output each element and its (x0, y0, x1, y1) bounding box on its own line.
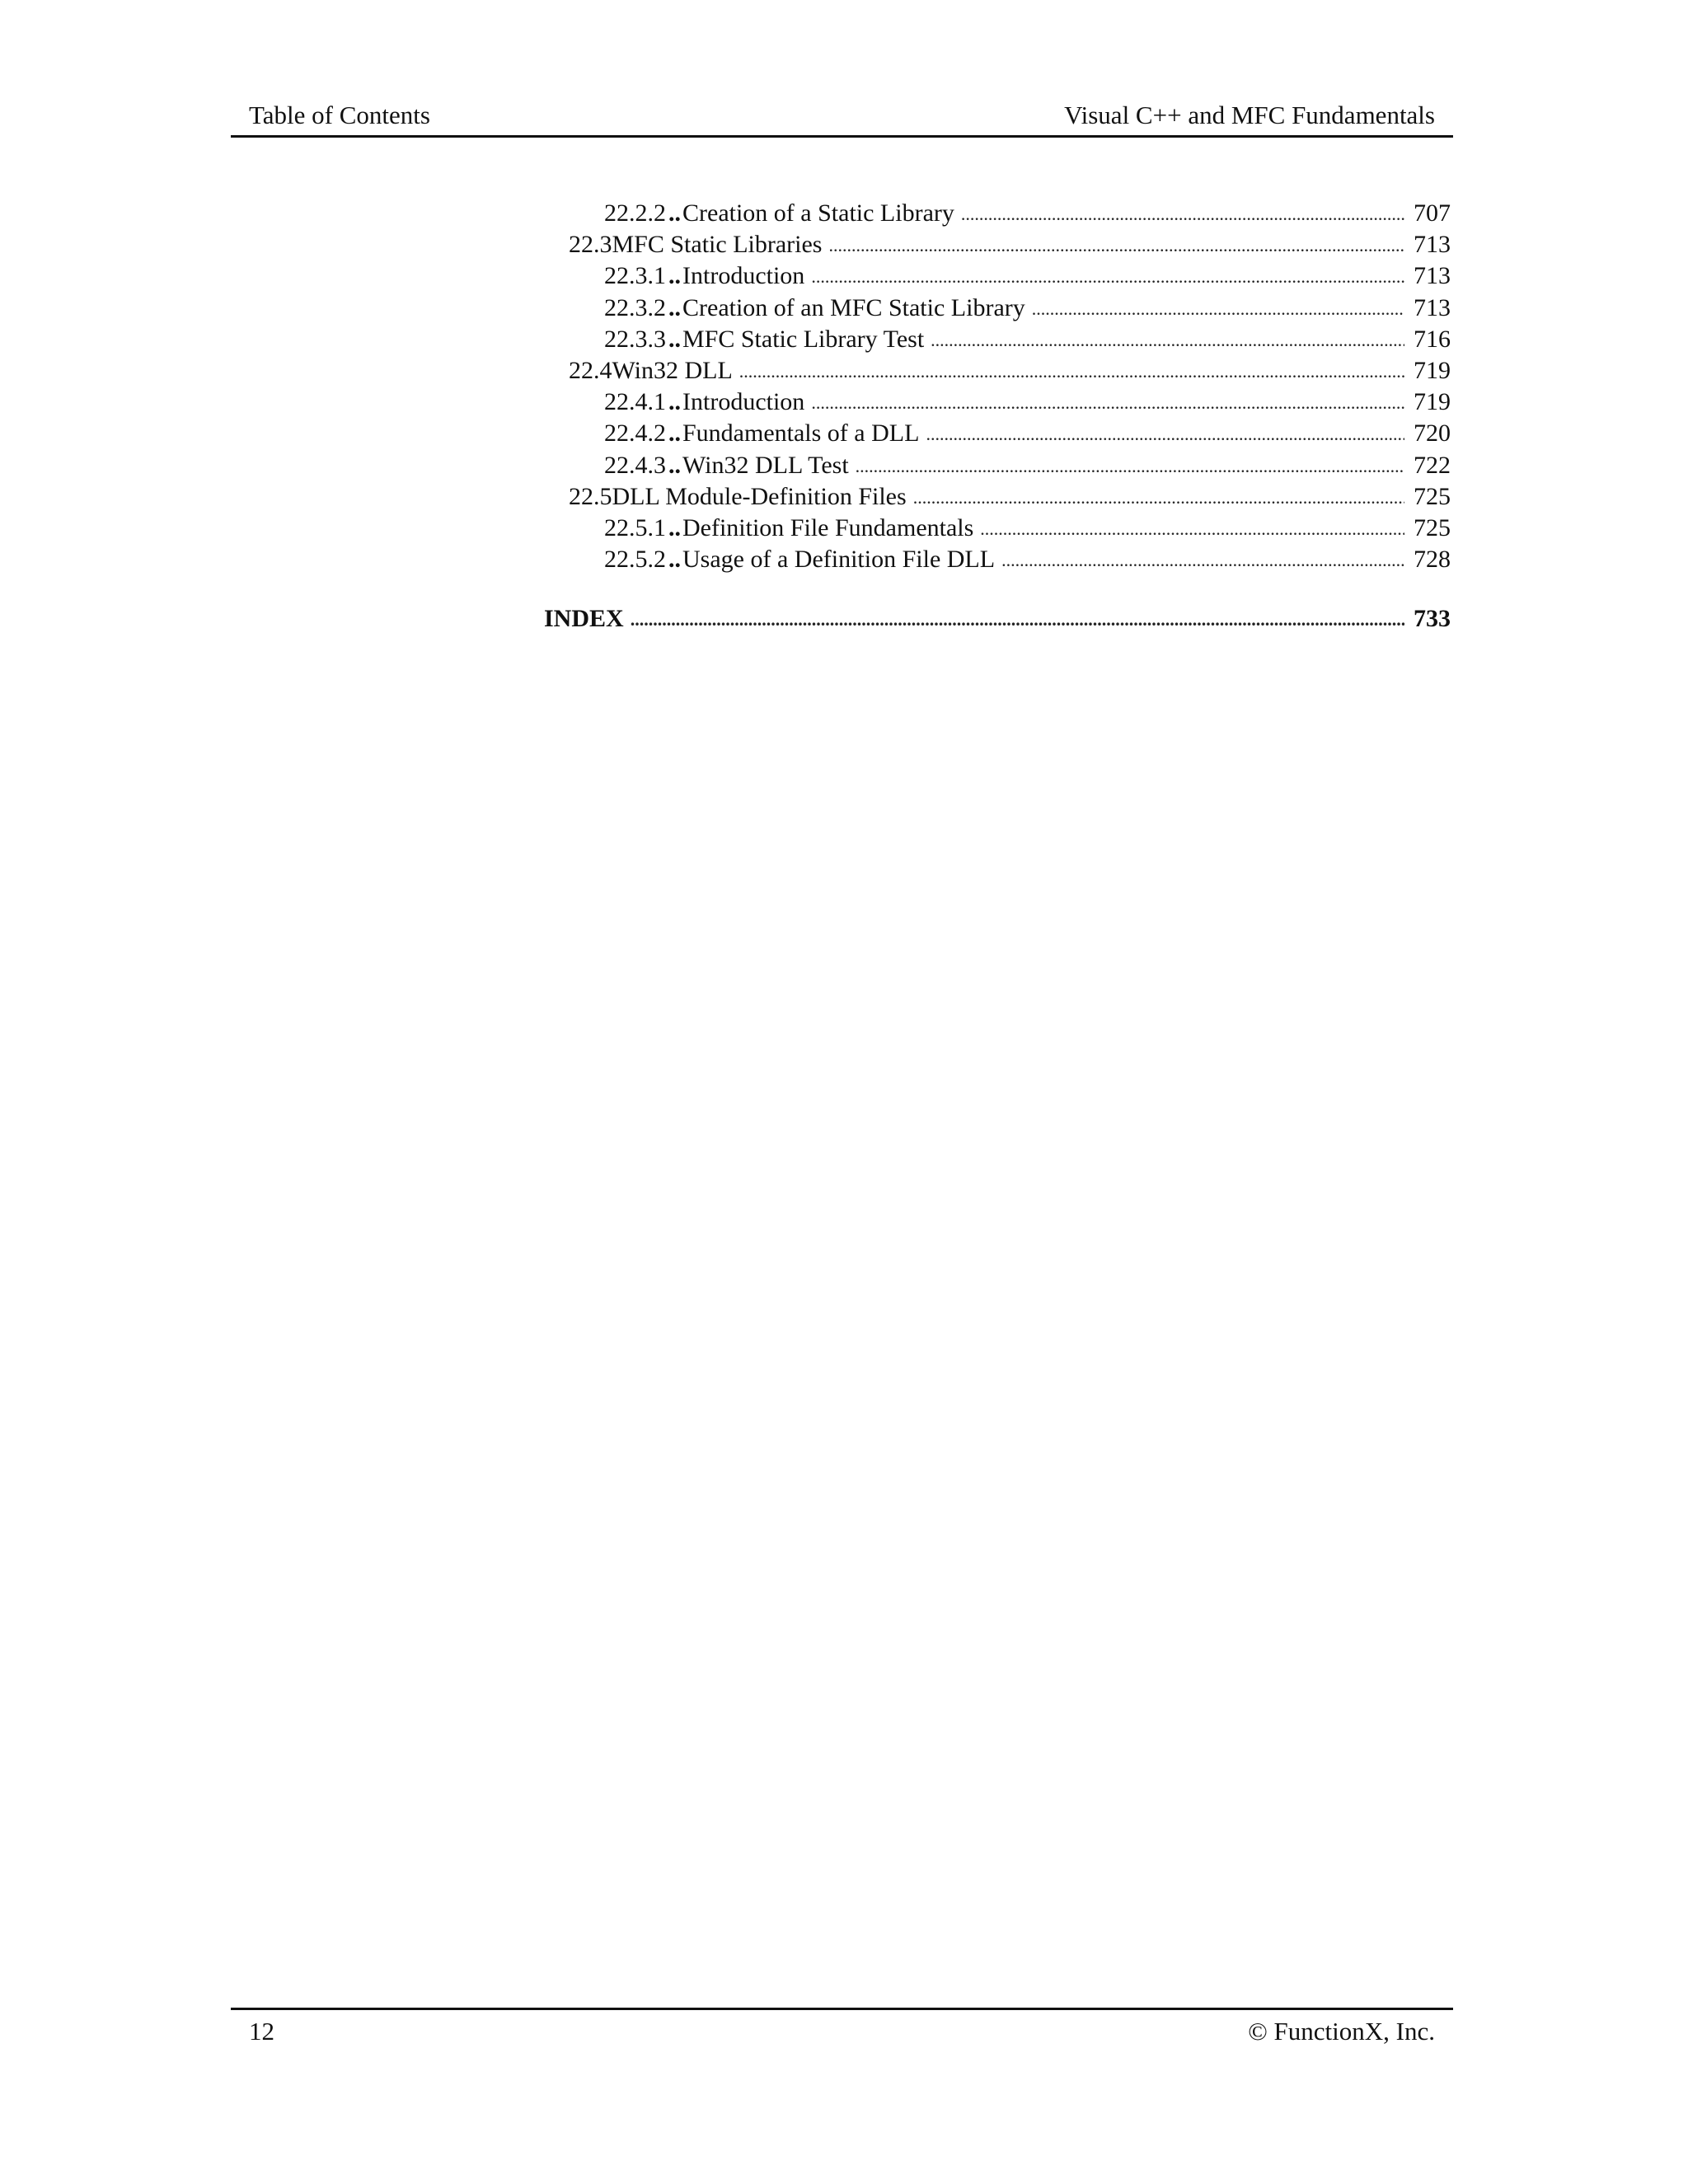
toc-entry-number: 22.4.3 (604, 451, 666, 479)
toc-index-title: INDEX (544, 605, 624, 633)
footer-page-number: 12 (249, 2017, 274, 2046)
toc-entry-number: 22.3.1 (604, 262, 666, 290)
toc-entry[interactable] (544, 544, 1451, 575)
toc-separator: .. (668, 451, 681, 479)
toc-separator: .. (668, 325, 681, 353)
toc-entry-title: Introduction (682, 262, 805, 290)
toc-index-entry[interactable] (544, 603, 1451, 635)
toc-dot-leader (926, 417, 1404, 450)
toc-separator: .. (668, 419, 681, 448)
toc-entry-title: Win32 DLL (612, 356, 733, 384)
toc-entry-number: 22.4.2 (604, 419, 666, 448)
toc-entry-page: 713 (1414, 231, 1451, 259)
toc-entry-page: 719 (1414, 388, 1451, 416)
toc-entry[interactable] (544, 293, 1451, 324)
toc-entry-title: Fundamentals of a DLL (682, 419, 920, 448)
toc-entry-number: 22.4 (569, 356, 612, 384)
toc-dot-leader (739, 354, 1404, 387)
toc-dot-leader (856, 449, 1404, 482)
toc-entry-page: 722 (1414, 451, 1451, 479)
toc-entry[interactable] (544, 229, 1451, 260)
toc-entry-page: 725 (1414, 482, 1451, 510)
toc-entry[interactable] (544, 418, 1451, 449)
toc-entry-page: 707 (1414, 199, 1451, 227)
toc-separator: .. (668, 388, 681, 416)
toc-entry-number: 22.3 (569, 231, 612, 259)
toc-entry[interactable] (544, 355, 1451, 387)
toc-entry-page: 713 (1414, 262, 1451, 290)
toc-dot-leader (913, 480, 1404, 513)
toc-entry-page: 728 (1414, 546, 1451, 574)
toc-entry-number: 22.5.2 (604, 546, 666, 574)
toc-entry-title: Win32 DLL Test (682, 451, 849, 479)
toc-separator: .. (668, 199, 681, 227)
toc-entry-title: MFC Static Libraries (612, 231, 823, 259)
toc-dot-leader (1001, 543, 1404, 576)
toc-entry-title: Introduction (682, 388, 805, 416)
toc-index-page: 733 (1414, 605, 1451, 633)
toc-entry[interactable] (544, 260, 1451, 292)
toc-separator: .. (668, 262, 681, 290)
toc-entry[interactable] (544, 513, 1451, 544)
toc-dot-leader (980, 512, 1404, 545)
toc-entry-page: 716 (1414, 325, 1451, 353)
toc-dot-leader (631, 602, 1404, 635)
footer-copyright: © FunctionX, Inc. (1248, 2017, 1435, 2046)
toc-entry[interactable] (544, 324, 1451, 355)
toc-entry[interactable] (544, 450, 1451, 481)
toc-separator: .. (668, 546, 681, 574)
toc-entry-title: MFC Static Library Test (682, 325, 925, 353)
toc-entry-title: Definition File Fundamentals (682, 513, 974, 541)
toc-dot-leader (931, 323, 1404, 356)
toc-entry[interactable] (544, 481, 1451, 513)
toc-dot-leader (811, 386, 1404, 419)
toc-entry-page: 719 (1414, 356, 1451, 384)
toc-entry[interactable] (544, 198, 1451, 229)
toc-entry-page: 713 (1414, 293, 1451, 321)
header-section-title: Table of Contents (249, 101, 430, 129)
toc-entry-page: 720 (1414, 419, 1451, 448)
toc-entry-number: 22.2.2 (604, 199, 666, 227)
toc-dot-leader (961, 197, 1404, 230)
toc-entry-title: Creation of a Static Library (682, 199, 954, 227)
toc-entry-number: 22.3.3 (604, 325, 666, 353)
toc-entry-title: Usage of a Definition File DLL (682, 546, 996, 574)
table-of-contents (544, 198, 1451, 635)
toc-entry[interactable] (544, 387, 1451, 418)
toc-entry-title: Creation of an MFC Static Library (682, 293, 1025, 321)
toc-entry-number: 22.3.2 (604, 293, 666, 321)
toc-separator: .. (668, 513, 681, 541)
page-header (231, 99, 1453, 138)
page-footer (231, 2008, 1453, 2051)
toc-entry-page: 725 (1414, 513, 1451, 541)
toc-entry-number: 22.5 (569, 482, 612, 510)
toc-dot-leader (828, 228, 1404, 261)
toc-dot-leader (811, 260, 1404, 293)
toc-entry-number: 22.5.1 (604, 513, 666, 541)
toc-entry-title: DLL Module-Definition Files (612, 482, 907, 510)
toc-entry-number: 22.4.1 (604, 388, 666, 416)
header-book-title: Visual C++ and MFC Fundamentals (1064, 101, 1435, 129)
toc-dot-leader (1032, 292, 1404, 325)
toc-separator: .. (668, 293, 681, 321)
